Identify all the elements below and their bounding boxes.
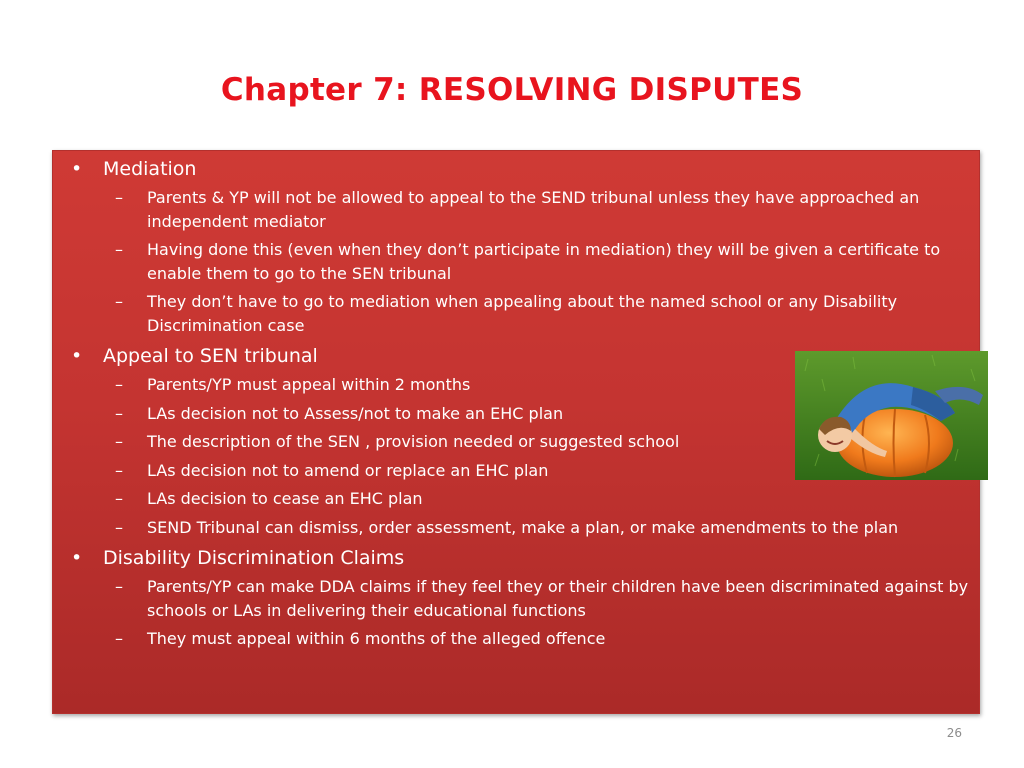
- section-heading-label: Appeal to SEN tribunal: [103, 345, 318, 367]
- dash-icon: –: [115, 432, 123, 451]
- section-heading-label: Mediation: [103, 158, 197, 180]
- section-heading-label: Disability Discrimination Claims: [103, 547, 405, 569]
- list-item-text: They must appeal within 6 months of the alleged offence: [147, 629, 606, 648]
- bullet-icon: •: [71, 547, 83, 569]
- list-item-text: Having done this (even when they don’t participate in mediation) they will be given a certificate to enable them to go to the SEN tribunal: [147, 240, 941, 283]
- dash-icon: –: [115, 240, 123, 259]
- list-item-text: LAs decision to cease an EHC plan: [147, 489, 423, 508]
- list-item: [65, 627, 973, 651]
- child-on-pumpkin-photo: [795, 351, 988, 480]
- dash-icon: –: [115, 188, 123, 207]
- list-item: [65, 290, 973, 337]
- dash-icon: –: [115, 460, 123, 480]
- dash-icon: –: [115, 403, 123, 423]
- section-heading-mediation: [65, 157, 973, 181]
- list-item: [65, 516, 973, 540]
- list-item-text: They don’t have to go to mediation when appealing about the named school or any Disability Discrimination case: [147, 292, 898, 335]
- slide-title: Chapter 7: RESOLVING DISPUTES: [220, 72, 804, 108]
- list-item: [65, 238, 973, 285]
- list-item: [65, 575, 973, 622]
- list-item-text: Parents/YP must appeal within 2 months: [147, 375, 471, 394]
- list-item-text: LAs decision not to Assess/not to make an EHC plan: [147, 403, 564, 423]
- list-item: [65, 186, 973, 233]
- list-item: [65, 487, 973, 511]
- list-item-text: LAs decision not to amend or replace an EHC plan: [147, 460, 549, 480]
- dash-icon: –: [115, 489, 123, 508]
- dash-icon: –: [115, 577, 123, 596]
- bullet-icon: •: [71, 345, 83, 367]
- dash-icon: –: [115, 629, 123, 648]
- list-item-text: SEND Tribunal can dismiss, order assessment, make a plan, or make amendments to the plan: [147, 517, 899, 537]
- section-heading-discrimination: [65, 546, 973, 570]
- list-item-text: Parents & YP will not be allowed to appeal to the SEND tribunal unless they have approached an independent mediator: [147, 188, 920, 231]
- list-item-text: Parents/YP can make DDA claims if they feel they or their children have been discriminated against by schools or LAs in delivering their educational functions: [147, 577, 969, 620]
- bullet-icon: •: [71, 158, 83, 180]
- dash-icon: –: [115, 292, 123, 311]
- slide-number: 26: [946, 726, 962, 740]
- dash-icon: –: [115, 375, 123, 394]
- dash-icon: –: [115, 517, 123, 537]
- list-item-text: The description of the SEN , provision needed or suggested school: [147, 432, 680, 451]
